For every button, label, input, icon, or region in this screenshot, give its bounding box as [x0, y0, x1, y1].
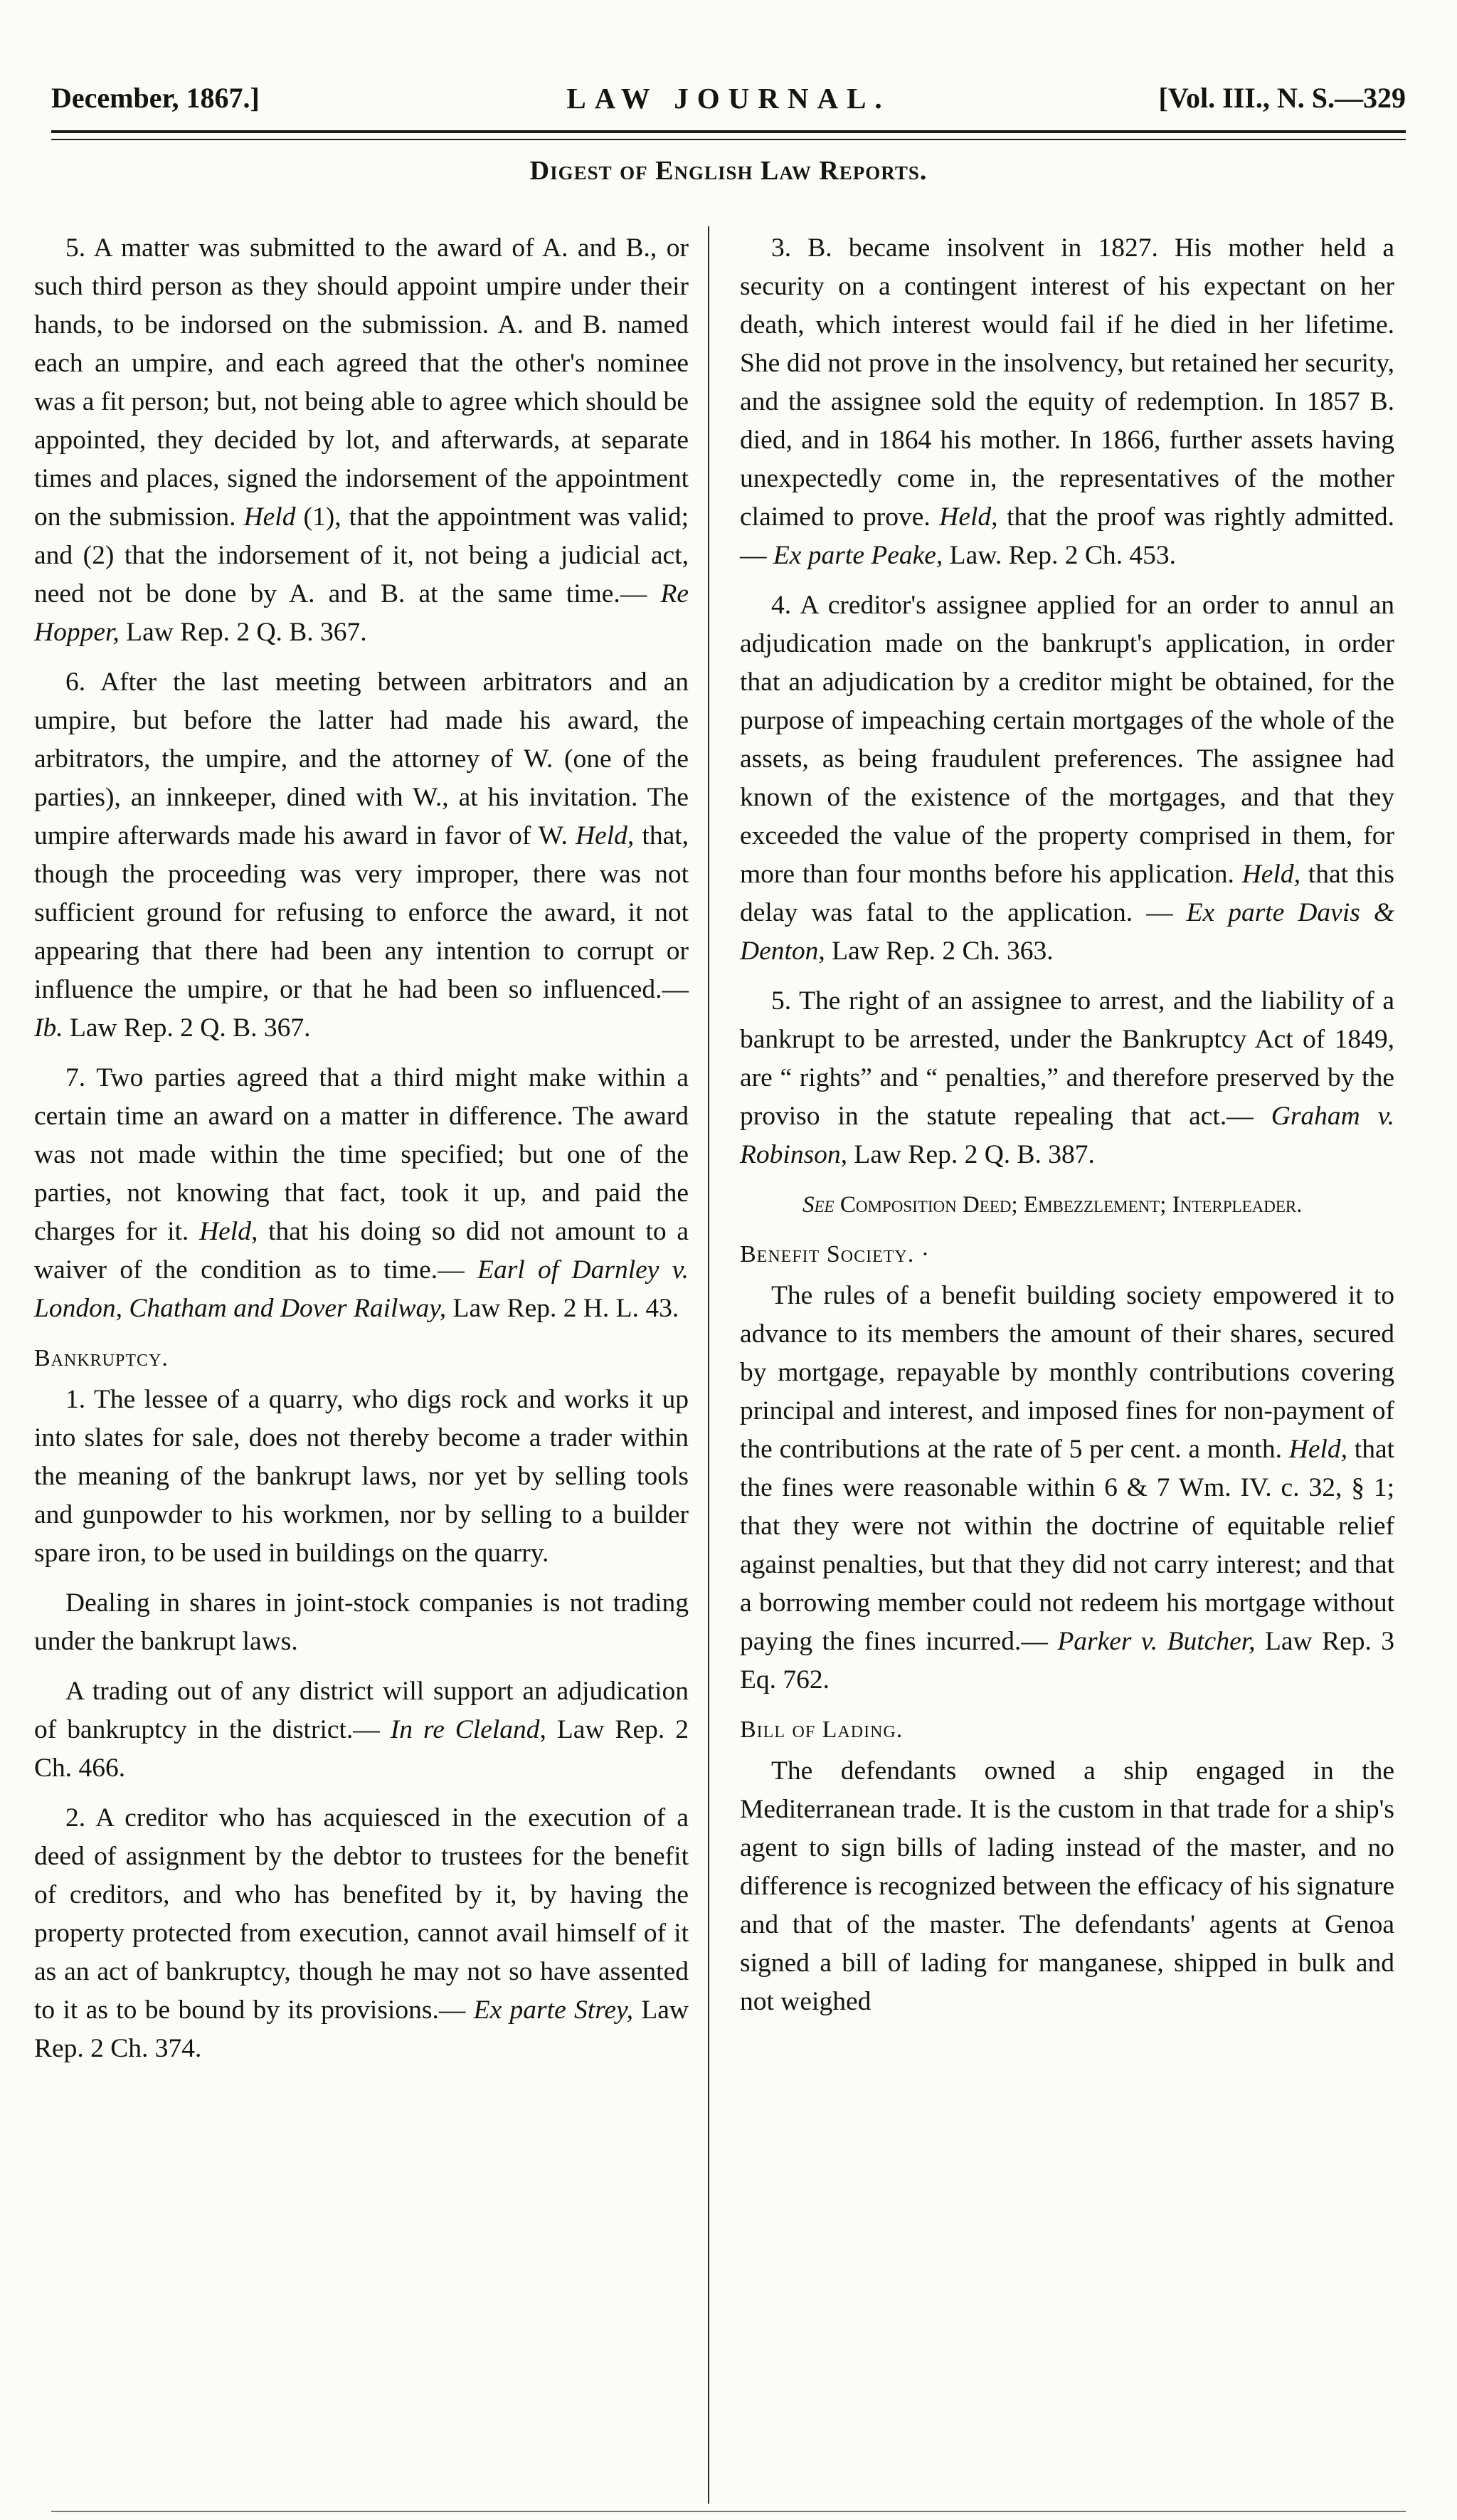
paragraph-arbitration-5: 5. A matter was submitted to the award of A. and B., or such third person as they should appoint umpire under their hands, to be indorsed on the submission. A. and B. named each an umpire, and each agreed that the other's nominee was a fit person; but, not being able to agree which should be appointed, they decided by lot, and afterwards, at separate times and places, signed the indorsement of the appointment on the submission. Held (1), that the appointment was valid; and (2) that the indorsement of it, not being a judicial act, need not be done by A. and B. at the same time.— Re Hopper, Law Rep. 2 Q. B. 367. [34, 233, 689, 647]
header-rule-thin [51, 139, 1406, 140]
paragraph-arbitration-7: 7. Two parties agreed that a third might make within a certain time an award on a matter in difference. The award was not made within the time specified; but one of the parties, not knowing that fact, took it up, and paid the charges for it. Held, that his doing so did not amount to a waiver of the condition as to time.— Earl of Darnley v. London, Chatham and Dover Railway, Law Rep. 2 H. L. 43. [34, 1063, 689, 1323]
heading-benefit-society: Benefit Society. · [740, 1241, 931, 1267]
paragraph-benefit-society: The rules of a benefit building society empowered it to advance to its members the amount of their shares, secured by mortgage, repayable by monthly contributions covering principal and interest, and imposed fines for non-payment of the contributions at the rate of 5 per cent. a month. Held, that the fines were reasonable within 6 & 7 Wm. IV. c. 32, § 1; that they were not within the doctrine of equitable relief against penalties, but that they did not carry interest; and that a borrowing member could not redeem his mortgage without paying the fines incurred.— Parker v. Butcher, Law Rep. 3 Eq. 762. [740, 1281, 1395, 1694]
paragraph-bankruptcy-2: 2. A creditor who has acquiesced in the execution of a deed of assignment by the debtor to trustees for the benefit of creditors, and who has benefited by it, by having the property protected from execution, cannot avail himself of it as an act of bankruptcy, though he may not so have assented to it as to be bound by its provisions.— Ex parte Strey, Law Rep. 2 Ch. 374. [34, 1803, 689, 2063]
right-column [740, 229, 1394, 2033]
section-title: Digest of English Law Reports. [529, 156, 928, 186]
paragraph-bankruptcy-3: 3. B. became insolvent in 1827. His mother held a security on a contingent interest of his expectant on her death, which interest would fail if he died in her lifetime. She did not prove in the insolvency, but retained her security, and the assignee sold the equity of redemption. In 1857 B. died, and in 1864 his mother. In 1866, further assets having unexpectedly come in, the representatives of the mother claimed to prove. Held, that the proof was rightly admitted.— Ex parte Peake, Law. Rep. 2 Ch. 453. [740, 233, 1394, 570]
paragraph-arbitration-6: 6. After the last meeting between arbitrators and an umpire, but before the latter had made his award, the arbitrators, the umpire, and the attorney of W. (one of the parties), an innkeeper, dined with W., at his invitation. The umpire afterwards made his award in favor of W. Held, that, though the proceeding was very improper, there was not sufficient ground for refusing to enforce the award, it not appearing that there had been any intention to corrupt or influence the umpire, or that he had been so influenced.— Ib. Law Rep. 2 Q. B. 367. [34, 668, 689, 1043]
paragraph-bankruptcy-1b: Dealing in shares in joint-stock companies is not trading under the bankrupt laws. [34, 1588, 689, 1656]
running-header [51, 77, 1406, 120]
paragraph-bankruptcy-4: 4. A creditor's assignee applied for an order to annul an adjudication made on the bankrupt's application, in order that an adjudication by a creditor might be obtained, for the purpose of impeaching certain mortgages of the whole of the assets, as being fraudulent preferences. The assignee had known of the existence of the mortgages, and that they exceeded the value of the property comprised in them, for more than four months before his application. Held, that this delay was fatal to the application. — Ex parte Davis & Denton, Law Rep. 2 Ch. 363. [740, 591, 1395, 966]
paragraph-bankruptcy-1: 1. The lessee of a quarry, who digs rock and works it up into slates for sale, does not thereby become a trader within the meaning of the bankrupt laws, nor yet by selling tools and gunpowder to his workmen, nor by selling to a builder spare iron, to be used in buildings on the quarry. [34, 1385, 689, 1568]
bottom-edge-rule [51, 2511, 1406, 2512]
paragraph-bill-of-lading: The defendants owned a ship engaged in the Mediterranean trade. It is the custom in that trade for a ship's agent to sign bills of lading instead of the master, and no difference is recognized between the efficacy of his signature and that of the master. The defendants' agents at Genoa signed a bill of lading for manganese, shipped in bulk and not weighed [740, 1756, 1394, 2016]
volume-page: [Vol. III., N. S.—329 [1158, 82, 1406, 114]
header-rule-thick [51, 130, 1406, 133]
paragraph-bankruptcy-5: 5. The right of an assignee to arrest, and the liability of a bankrupt to be arrested, under the Bankruptcy Act of 1849, are “ rights” and “ penalties,” and therefore preserved by the proviso in the statute repealing that act.— Graham v. Robinson, Law Rep. 2 Q. B. 387. [740, 986, 1394, 1169]
left-column [34, 229, 689, 2079]
heading-bankruptcy: Bankruptcy. [34, 1345, 169, 1371]
column-divider [708, 226, 709, 2504]
see-also-references: See Composition Deed; Embezzlement; Interpleader. [802, 1192, 1303, 1218]
paragraph-bankruptcy-1c: A trading out of any district will support an adjudication of bankruptcy in the district.— In re Cleland, Law Rep. 2 Ch. 466. [34, 1677, 689, 1783]
heading-bill-of-lading: Bill of Lading. [740, 1717, 904, 1743]
journal-title: LAW JOURNAL. [566, 82, 891, 115]
header-date: December, 1867.] [51, 82, 260, 114]
